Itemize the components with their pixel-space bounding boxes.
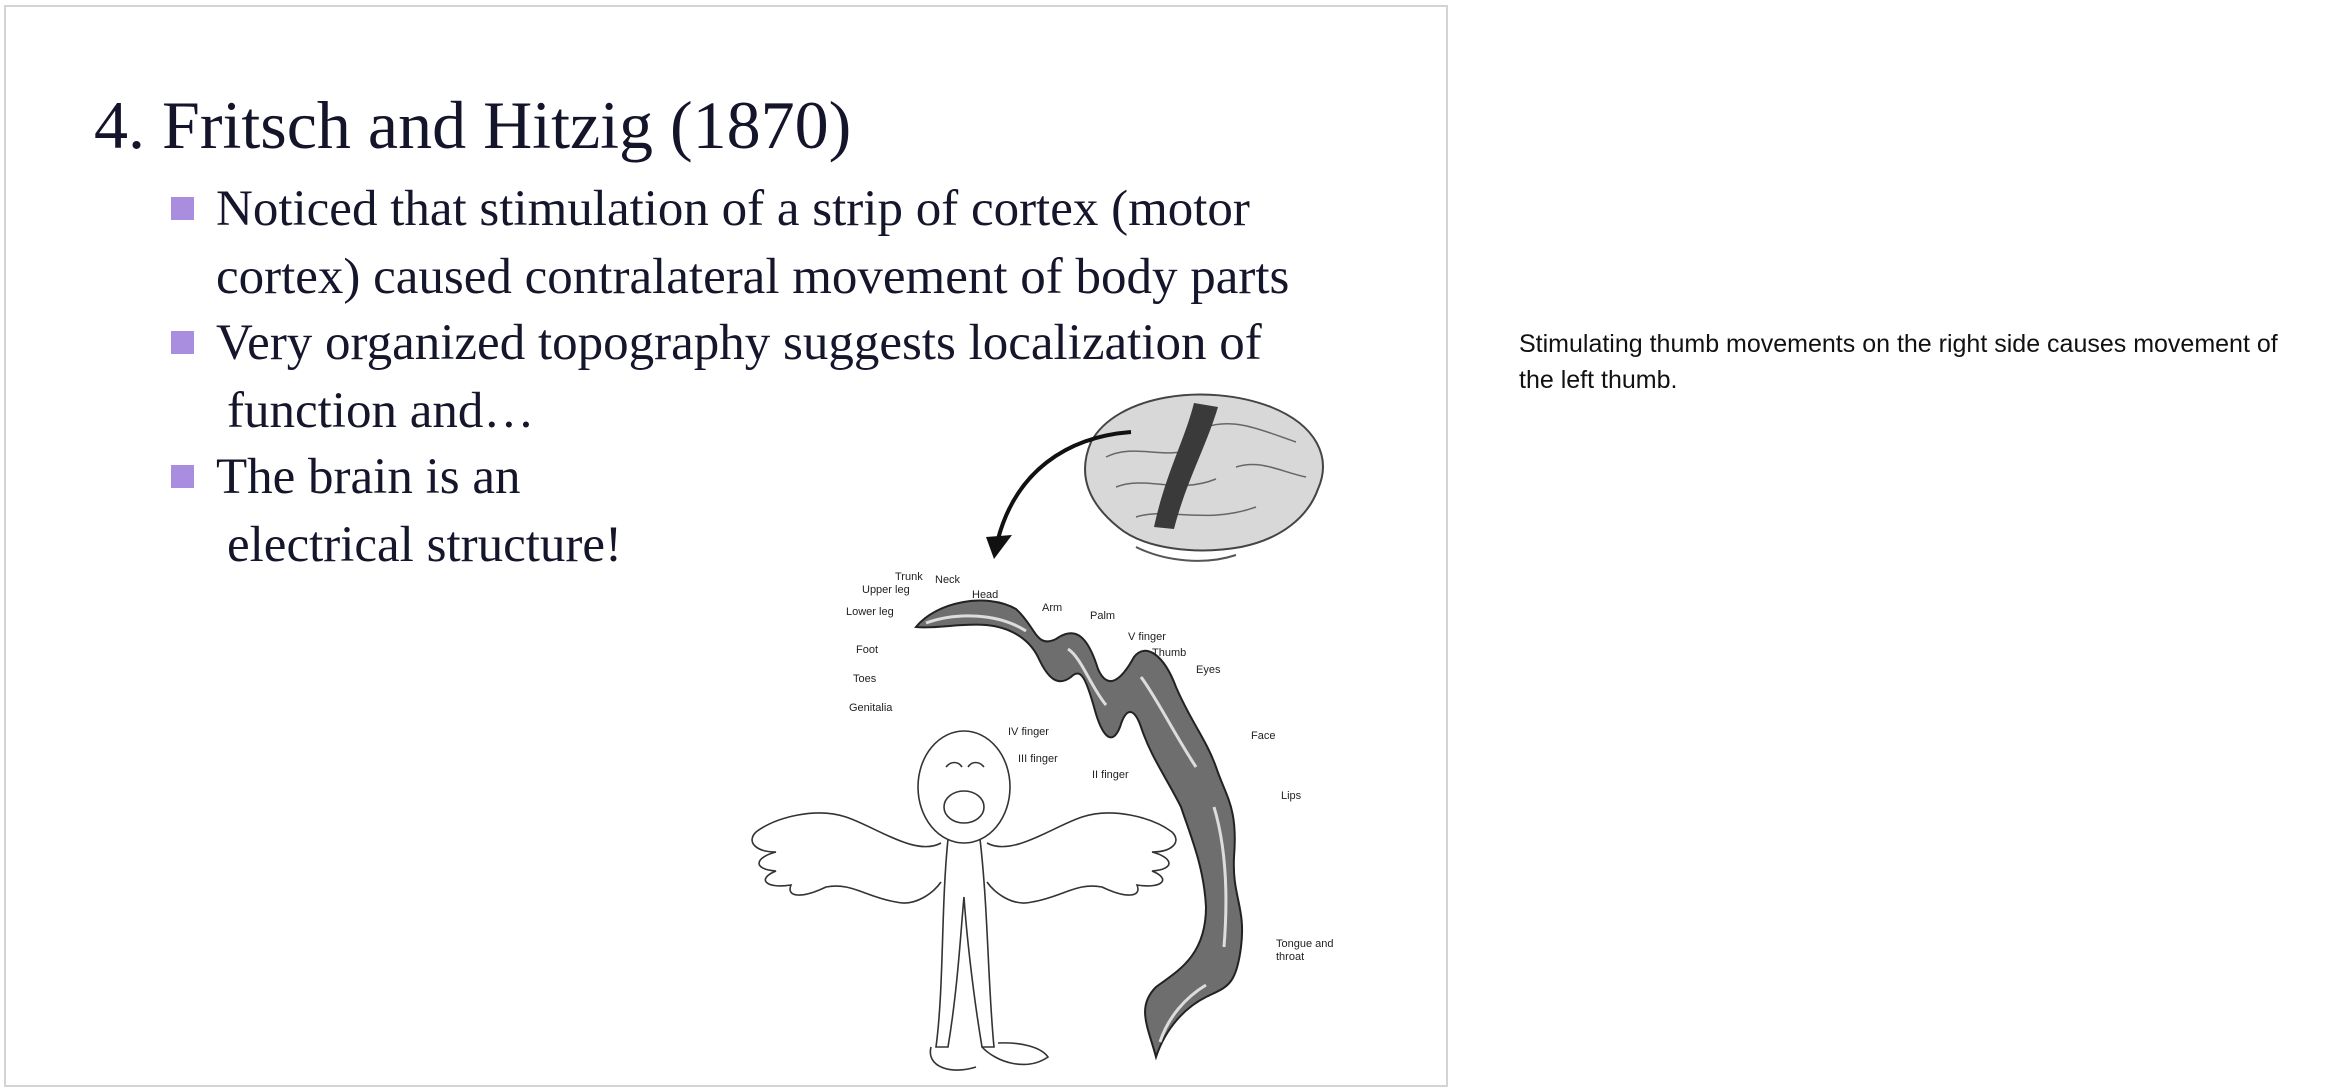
label-neck: Neck [935,574,961,586]
label-arm: Arm [1042,602,1063,614]
bullet-text-line: The brain is an [216,449,521,505]
label-thumb: Thumb [1152,647,1187,659]
bullet-text-line: function and… [227,383,535,439]
label-foot: Foot [856,644,879,656]
motor-homunculus-figure [736,387,1366,1077]
label-v-finger: V finger [1128,631,1166,643]
bullet-text-line: Noticed that stimulation of a strip of cortex (motor [216,181,1250,237]
label-upper-leg: Upper leg [862,584,910,596]
label-lower-leg: Lower leg [846,606,894,618]
label-lips: Lips [1281,790,1302,802]
homunculus-drawing [752,731,1176,1070]
label-genitalia: Genitalia [849,702,893,714]
bullet-square-icon [171,197,194,220]
bullet-square-icon [171,331,194,354]
cortex-cross-section [916,601,1242,1057]
slide-title: 4. Fritsch and Hitzig (1870) [94,87,852,163]
bullet-square-icon [171,465,194,488]
label-throat: throat [1276,951,1305,963]
label-head: Head [972,589,999,601]
slide [4,5,1448,1087]
label-trunk: Trunk [895,571,923,583]
speaker-notes: Stimulating thumb movements on the right side causes movement of the left thumb. [1519,330,2278,394]
bullet-text-line: electrical structure! [227,517,623,573]
label-palm: Palm [1090,610,1116,622]
label-tongue-and: Tongue and [1276,938,1334,950]
label-ii-finger: II finger [1092,769,1129,781]
brain-illustration [1085,395,1323,561]
bullet-text-line: cortex) caused contralateral movement of body parts [216,249,1290,305]
label-toes: Toes [853,673,877,685]
label-face: Face [1251,730,1276,742]
label-iv-finger: IV finger [1008,726,1049,738]
arrowhead-icon [986,535,1012,559]
label-iii-finger: III finger [1018,753,1058,765]
label-eyes: Eyes [1196,664,1221,676]
bullet-text-line: Very organized topography suggests localization of [216,315,1262,371]
